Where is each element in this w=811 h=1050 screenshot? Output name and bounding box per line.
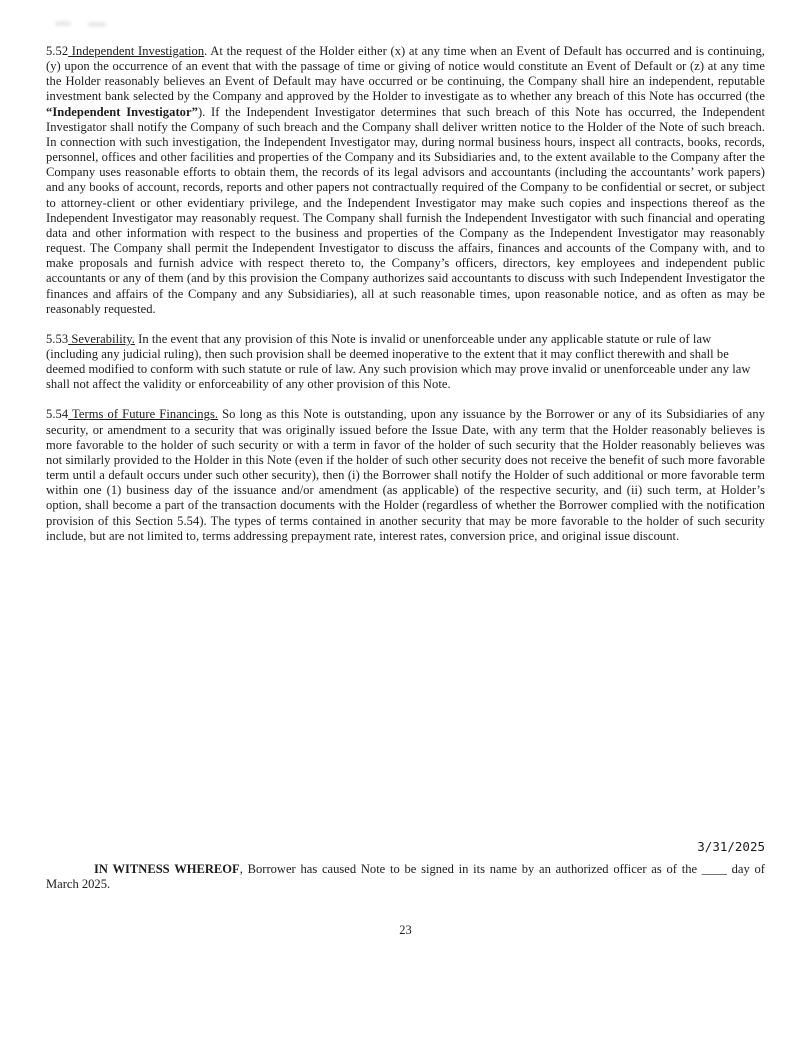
section-paragraph-5-54	[46, 407, 765, 543]
date-stamp: 3/31/2025	[697, 838, 765, 854]
section-paragraph-5-52	[46, 44, 765, 317]
section-paragraph-5-53	[46, 332, 765, 393]
scan-artifact	[55, 21, 71, 26]
section-number: 5.53	[46, 331, 69, 346]
section-number: 5.52	[46, 44, 69, 58]
footer-block	[46, 839, 765, 938]
defined-term-bold: “Independent Investigator”	[46, 104, 198, 119]
section-number: 5.54	[46, 407, 69, 422]
section-body-text: ). If the Independent Investigator determines that such breach of this Note has occurred, the Independent Investigator shall notify the Company of such breach and the Company shall deliver written notice to the Holder of the Note of such breach. In connection with such investigation, the Independent Investigator may, during normal business hours, inspect all contracts, books, records, personnel, offices and other facilities and properties of the Company and its Subsidiaries and, to the extent available to the Company after the Company uses reasonable efforts to obtain them, the records of its legal advisors and accountants (including the accountants’ work papers) and any books of account, records, reports and other papers not contractually required of the Company to be confidential or secret, or subject to attorney-client or other evidentiary privilege, and the Independent Investigator may make such copies and inspections thereof as the Independent Investigator may reasonably request. The Company shall furnish the Independent Investigator with such financial and operating data and other information with respect to the business and properties of the Company as the Independent Investigator may reasonably request. The Company shall permit the Independent Investigator to discuss the affairs, finances and accounts of the Company with, and to make proposals and furnish advice with respect thereto to, the Company’s officers, directors, key employees and independent public accountants or any of them (and by this provision the Company authorizes said accountants to discuss with such Independent Investigator the finances and affairs of the Company and any Subsidiaries), all at such reasonable times, upon reasonable notice, and as often as may be reasonably requested.	[46, 104, 765, 316]
section-heading-underlined: Severability.	[68, 331, 135, 346]
section-heading-underlined: Independent Investigation	[68, 44, 205, 58]
witness-lead-bold: IN WITNESS WHEREOF	[94, 861, 240, 876]
witness-clause	[46, 862, 765, 893]
scan-artifact	[88, 22, 106, 27]
section-body-text: In the event that any provision of this Note is invalid or unenforceable under any applicable statute or rule of law (including any judicial ruling), then such provision shall be deemed inoperative to the extent that it may conflict therewith and shall be deemed modified to conform with such statute or rule of law. Any such provision which may prove invalid or unenforceable under any law shall not affect the validity or enforceability of any other provision of this Note.	[46, 331, 751, 392]
page-number: 23	[399, 922, 412, 937]
section-body-text: . At the request of the Holder either (x) at any time when an Event of Default has occurred and is continuing, (y) upon the occurrence of an event that with the passage of time or giving of notice would constitute an Event of Default or (z) at any time the Holder reasonably believes an Event of Default may have occurred or be continuing, the Company shall hire an independent, reputable investment bank selected by the Company and approved by the Holder to investigate as to whether any breach of this Note has occurred (the	[46, 44, 765, 104]
section-body-text: So long as this Note is outstanding, upon any issuance by the Borrower or any of its Subsidiaries of any security, or amendment to a security that was originally issued before the Issue Date, with any term that the Holder reasonably believes is more favorable to the holder of such security or with a term in favor of the holder of such security that the Holder reasonably believes was not similarly provided to the Holder in this Note (even if the holder of such other security does not receive the benefit of such more favorable term until a default occurs under such other security), then (i) the Borrower shall notify the Holder of such additional or more favorable term within one (1) business day of the issuance and/or amendment (as applicable) of the respective security, and (ii) such term, at Holder’s option, shall become a part of the transaction documents with the Holder (regardless of whether the Borrower complied with the notification provision of this Section 5.54). The types of terms contained in another security that may be more favorable to the holder of such security include, but are not limited to, terms addressing prepayment rate, interest rates, conversion price, and original issue discount.	[46, 407, 765, 543]
section-heading-underlined: Terms of Future Financings.	[68, 407, 219, 422]
witness-body-text: , Borrower has caused Note to be signed in its name by an authorized officer as of the ____ day of March 2025.	[46, 861, 765, 892]
